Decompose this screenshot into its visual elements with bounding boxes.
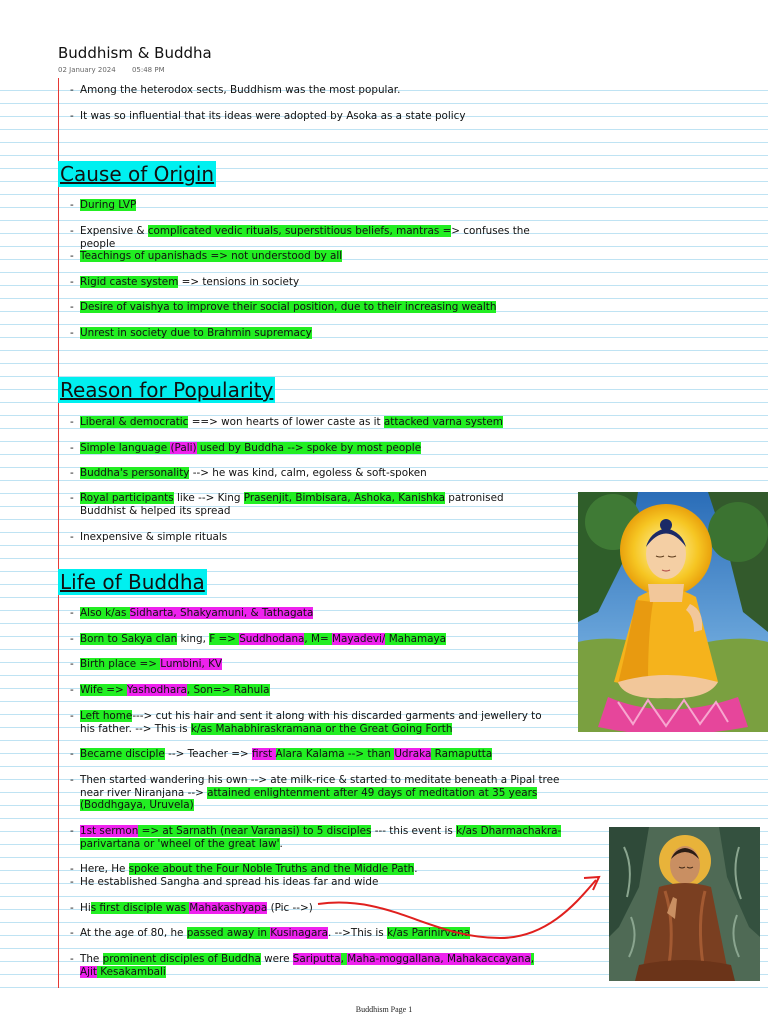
list-item xyxy=(68,633,568,646)
list-item xyxy=(68,684,568,697)
text-segment: Hi xyxy=(80,902,91,914)
note-date: 02 January 2024 xyxy=(58,66,116,74)
text-segment: ==> won hearts of lower caste as it xyxy=(188,416,384,428)
highlighted-text-green: Unrest in society due to Brahmin supremacy xyxy=(80,327,312,339)
list-item xyxy=(68,199,568,212)
text-segment: => tensions in society xyxy=(178,276,300,288)
text-segment: were xyxy=(260,953,293,965)
highlighted-text-green: Teachings of upanishads => not understood by all xyxy=(80,250,343,262)
highlighted-text-green: Birth place => xyxy=(80,658,161,670)
highlighted-text-green: F => xyxy=(209,633,240,645)
text-segment: like --> King xyxy=(173,492,244,504)
list-item xyxy=(68,825,568,850)
page-footer: Buddhism Page 1 xyxy=(355,1005,413,1014)
list-item xyxy=(68,607,568,620)
highlighted-text-green: spoke about the Four Noble Truths and the Middle Path xyxy=(128,863,415,875)
highlighted-text-green: complicated vedic rituals, superstitious beliefs, mantras = xyxy=(147,225,452,237)
buddha-painting-image xyxy=(578,492,768,732)
highlighted-text-green: Prasenjit, Bimbisara, Ashoka, Kanishka xyxy=(243,492,445,504)
highlighted-text-green: Simple language xyxy=(80,442,171,454)
highlighted-text-green: k/as Dharmachakra-parivartana or 'wheel of the great law' xyxy=(80,825,562,850)
section-heading-life-of-buddha: Life of Buddha xyxy=(60,570,205,594)
list-item xyxy=(68,225,568,250)
highlighted-text-magenta: Mahakashyapa xyxy=(189,902,268,914)
list-item xyxy=(68,710,558,735)
highlighted-text-green: prominent disciples of Buddha xyxy=(102,953,261,965)
list-item xyxy=(68,774,568,812)
highlighted-text-green: Became disciple xyxy=(80,748,165,760)
text-segment: > confuses the people xyxy=(80,225,530,250)
list-item xyxy=(68,467,568,480)
text-segment: . -->This is xyxy=(328,927,387,939)
text-segment: Expensive & xyxy=(80,225,148,237)
highlighted-text-green: Alara Kalama xyxy=(275,748,345,760)
highlighted-text-magenta: Sariputta xyxy=(292,953,341,965)
highlighted-text-green: --> than xyxy=(344,748,395,760)
highlighted-text-magenta: Udraka xyxy=(394,748,432,760)
list-item xyxy=(68,250,568,263)
highlighted-text-green: Kesakambali xyxy=(96,965,166,978)
list-item xyxy=(68,748,568,761)
page-title: Buddhism & Buddha xyxy=(58,44,212,62)
highlighted-text-magenta: Yashodhara xyxy=(127,684,187,696)
highlighted-text-green: attained enlightenment after 49 days of meditation at 35 years (Boddhgaya, Uruvela) xyxy=(80,786,538,811)
list-item xyxy=(68,953,548,978)
highlighted-text-magenta: first xyxy=(251,748,276,760)
list-item xyxy=(68,416,568,429)
highlighted-text-green: Born to Sakya clan xyxy=(80,633,178,645)
margin-line xyxy=(58,78,59,988)
highlighted-text-green: used by Buddha --> spoke by most people xyxy=(196,442,422,454)
highlighted-text-green: Wife => xyxy=(80,684,128,696)
highlighted-text-green: Royal participants xyxy=(80,492,174,504)
text-segment: --- this event is xyxy=(371,825,457,837)
highlighted-text-green: Rigid caste system xyxy=(80,276,179,288)
text-segment: It was so influential that its ideas were adopted by Asoka as a state policy xyxy=(80,110,466,122)
highlighted-text-green: s first disciple was xyxy=(90,902,190,914)
highlighted-text-magenta: Sidharta, Shakyamuni, & Tathagata xyxy=(129,607,314,619)
list-item xyxy=(68,327,568,340)
note-time: 05:48 PM xyxy=(131,66,165,74)
highlighted-text-green: , xyxy=(340,953,348,965)
arrow-to-picture xyxy=(300,868,610,948)
list-item xyxy=(68,442,568,455)
highlighted-text-green: passed away in xyxy=(186,927,271,939)
highlighted-text-magenta: Mayadevi/ xyxy=(332,633,386,645)
highlighted-text-green: Liberal & democratic xyxy=(80,416,189,428)
list-item xyxy=(68,110,568,123)
highlighted-text-magenta: Maha-moggallana, Mahakaccayana xyxy=(347,953,531,965)
highlighted-text-green: Mahamaya xyxy=(385,633,446,645)
highlighted-text-green: During LVP xyxy=(80,199,137,211)
list-item xyxy=(68,658,568,671)
highlighted-text-green: => at Sarnath (near Varanasi) to 5 disciples xyxy=(138,825,372,837)
section-heading-cause-of-origin: Cause of Origin xyxy=(60,162,215,186)
highlighted-text-magenta: Ajit xyxy=(80,965,97,978)
highlighted-text-green: k/as Mahabhiraskramana or the Great Going Forth xyxy=(190,722,453,735)
highlighted-text-green: Desire of vaishya to improve their social position, due to their increasing wealth xyxy=(80,301,497,313)
list-item xyxy=(68,276,568,289)
highlighted-text-magenta: Lumbini, KV xyxy=(160,658,223,670)
highlighted-text-green: , Son=> Rahula xyxy=(186,684,270,696)
text-segment: Among the heterodox sects, Buddhism was the most popular. xyxy=(80,84,401,96)
text-segment: The xyxy=(80,953,103,965)
list-item xyxy=(68,84,568,97)
note-meta xyxy=(58,66,165,74)
highlighted-text-green: Left home xyxy=(80,710,133,722)
text-segment: He established Sangha and spread his ideas far and wide xyxy=(80,876,379,888)
text-segment: king, xyxy=(177,633,210,645)
section-heading-reason-for-popularity: Reason for Popularity xyxy=(60,378,274,402)
text-segment: patronised Buddhist & helped its spread xyxy=(80,492,504,517)
highlighted-text-green: attacked varna system xyxy=(383,416,503,428)
text-segment: At the age of 80, he xyxy=(80,927,187,939)
text-segment: . xyxy=(279,837,283,850)
highlighted-text-magenta: (Pali) xyxy=(170,442,197,454)
highlighted-text-green: k/as Parinirvana xyxy=(387,927,471,939)
text-segment: (Pic -->) xyxy=(267,902,313,914)
highlighted-text-magenta: 1st sermon xyxy=(80,825,139,837)
list-item xyxy=(68,531,568,544)
text-segment: Inexpensive & simple rituals xyxy=(80,531,228,543)
text-segment: . xyxy=(414,863,418,875)
text-segment: ---> cut his hair and sent it along with his discarded garments and jewellery to his father. --> This is xyxy=(80,710,542,735)
text-segment: --> Teacher => xyxy=(164,748,252,760)
text-segment: --> he was kind, calm, egoless & soft-spoken xyxy=(189,467,427,479)
highlighted-text-green: Buddha's personality xyxy=(80,467,190,479)
highlighted-text-green: , xyxy=(530,953,535,965)
text-segment: Here, He xyxy=(80,863,129,875)
text-segment: Then started wandering his own --> ate milk-rice & started to meditate beneath a Pipal tree near river Niranjana --> xyxy=(80,774,560,799)
highlighted-text-green: Ramaputta xyxy=(431,748,493,760)
highlighted-text-magenta: Kusinagara xyxy=(270,927,329,939)
highlighted-text-green: Also k/as xyxy=(80,607,130,619)
list-item xyxy=(68,492,548,517)
list-item xyxy=(68,301,568,314)
highlighted-text-magenta: Suddhodana xyxy=(239,633,305,645)
disciple-painting-image xyxy=(609,827,760,981)
highlighted-text-green: , M= xyxy=(304,633,333,645)
